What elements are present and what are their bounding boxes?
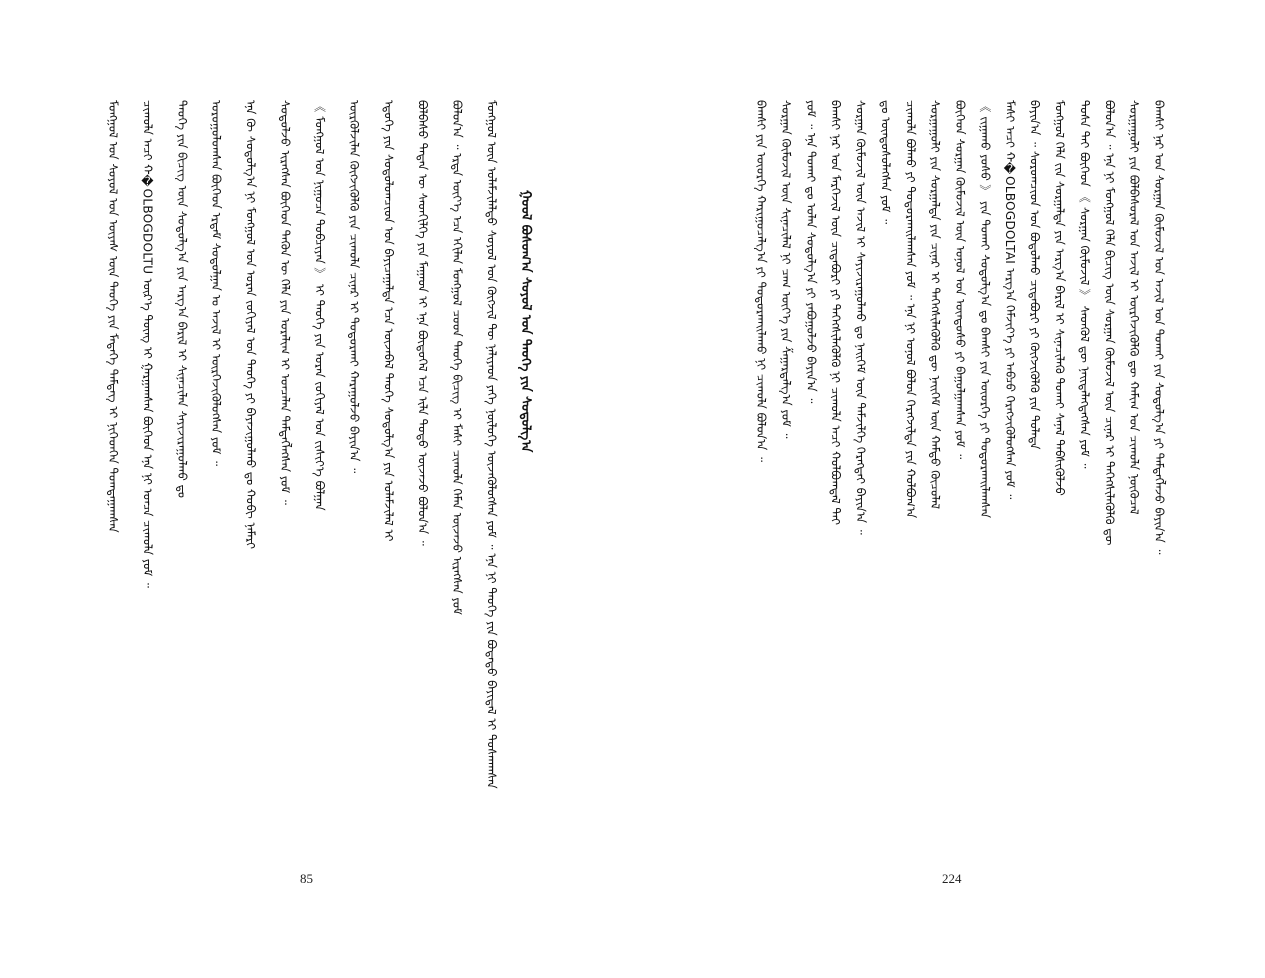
text-column: ᠪᠥᠭᠡᠳ ᠰᠤᠷᠭᠠᠨ ᠬᠥᠮᠦᠵᠢᠯ ᠦᠨ ᠣᠨᠣᠯ ᠤᠨ ᠦᠨᠳᠦᠰᠦ ᠶᠢ ᠪᠠᠭᠤᠯᠭᠠᠭᠰᠠᠨ ᠶᠤᠮ ᠃ bbox=[953, 100, 967, 460]
text-column: ᠶᠤᠮ ᠃ ᠡᠨᠡ ᠲᠤᠬᠠᠢ ᠳᠤ ᠣᠯᠠᠨ ᠰᠤᠳᠤᠯᠭ᠎ᠠ ᠶᠢ ᠶᠠᠪᠤᠭᠤᠯᠵᠤ ᠪᠠᠶᠢᠨ᠎ᠠ ᠃ bbox=[803, 100, 818, 404]
text-column: ᠡᠨᠡ ᠬᠦ ᠰᠤᠳᠤᠯᠭ᠎ᠠ ᠨᠢ ᠮᠣᠩᠭᠣᠯ ᠤᠨ ᠤᠷᠠᠨ ᠵᠣᠬᠢᠶᠠᠯ ᠤᠨ ᠲᠡᠦᠬᠡ ᠶᠢ ᠪᠠᠶᠠᠵᠢᠭᠤᠯᠬᠤ ᠳᠤ ᠬᠤᠪᠢ ᠨᠡᠮᠡᠷᠢ bbox=[243, 100, 258, 550]
text-column: ᠰᠤᠷᠭᠠᠨ ᠬᠥᠮᠦᠵᠢᠯ ᠦᠨ ᠠᠵᠢᠯ ᠢ ᠰᠠᠶᠢᠵᠢᠷᠠᠭᠤᠯᠬᠤ ᠳᠤ ᠨᠡᠢᠭᠡᠮ ᠦᠨ ᠳᠡᠮᠵᠢᠯᠭᠡ ᠬᠡᠷᠡᠭᠲᠡᠢ ᠪᠠᠶᠢᠨ᠎ᠠ ᠃ bbox=[853, 100, 868, 535]
text-column: ᠳᠤ ᠦᠨᠳᠦᠰᠦᠯᠡᠭᠰᠡᠨ ᠶᠤᠮ ᠃ bbox=[878, 100, 893, 225]
text-column: ᠣᠷᠣᠭᠤᠯᠤᠭᠰᠠᠨ ᠪᠥᠭᠡᠳ ᠡᠷᠳᠡᠮ ᠰᠤᠳᠤᠯᠭᠠᠨ ᠤ ᠠᠵᠢᠯ ᠢ ᠥᠷᠭᠡᠵᠢᠭᠦᠯᠦᠭᠰᠡᠨ ᠶᠤᠮ ᠃ bbox=[209, 100, 224, 467]
text-column: ᠪᠣᠯᠪᠠᠰᠤ ᠲᠡᠳᠡᠨ ᠦ ᠰᠡᠳᠬᠢᠯᠭᠡ ᠶᠢᠨ ᠮᠠᠭᠠᠳ ᠢ ᠡᠨᠡ ᠪᠦᠲᠦᠭᠡᠯ ᠡᠴᠡ ᠢᠯᠡ ᠲᠣᠳᠣ ᠦᠵᠡᠵᠦ ᠪᠣᠯᠣᠨ᠎ᠠ ᠃ bbox=[415, 100, 430, 546]
text-column: 《 ᠮᠣᠩᠭᠣᠯ ᠤᠨ ᠨᠢᠭᠤᠴᠠ ᠲᠣᠪᠴᠢᠶᠠᠨ 》 ᠢ ᠲᠡᠦᠬᠡ ᠶᠢᠨ ᠤᠷᠠᠨ ᠵᠣᠬᠢᠶᠠᠯ ᠤᠨ ᠵᠢᠱᠢᠶ᠎ᠡ ᠪᠣᠯᠭᠠᠨ bbox=[312, 100, 327, 511]
section-heading: ᠭᠣᠣᠯ ᠪᠣᠰᠣᠭ᠎ᠠ ᠰᠣᠶᠣᠯ ᠤᠨ ᠲᠡᠦᠬᠡ ᠶᠢᠨ ᠰᠤᠳᠤᠯᠭ᠎ᠠ bbox=[517, 190, 533, 453]
text-column: ᠰᠤᠳᠤᠯᠵᠤ ᠢᠷᠡᠭᠰᠡᠨ ᠪᠥᠭᠡᠳ ᠲᠡᠭᠦᠨ ᠦ ᠬᠡᠯᠡ ᠶᠢᠨ ᠤᠷᠠᠯᠢᠭ ᠢ ᠣᠨᠴᠠᠯᠠᠨ ᠲᠡᠮᠳᠡᠭᠯᠡᠭᠰᠡᠨ ᠶᠤᠮ ᠃ bbox=[278, 100, 293, 505]
text-column: ᠴᠢᠬᠤᠯᠠ ᠠᠴᠢ ᠬ�OLBOGDOLTU ᠦᠷ᠎ᠡ ᠳᠦᠩ ᠢ ᠭᠠᠷᠭᠠᠭᠰᠠᠨ ᠪᠥᠭᠡᠳ ᠡᠨᠡ ᠨᠢ ᠣᠨᠴᠠ ᠴᠢᠬᠤᠯᠠ ᠶᠤᠮ ᠃ bbox=[140, 100, 155, 588]
text-column: ᠰᠤᠷᠭᠠᠭᠤᠯᠢ ᠶᠢᠨ ᠪᠣᠯᠪᠠᠰᠤᠷᠠᠯ ᠤᠨ ᠠᠵᠢᠯ ᠢ ᠥᠷᠭᠡᠵᠢᠭᠦᠯᠬᠦ ᠳᠦ ᠬᠠᠮᠢᠭ ᠤᠨ ᠴᠢᠬᠤᠯᠠ ᠨᠥᠬᠦᠴᠡᠯ bbox=[1127, 100, 1142, 515]
text-column: ᠪᠣᠯᠤᠨ᠎ᠠ ᠃ ᠡᠷᠲᠡ ᠦᠶ᠎ᠡ ᠡᠴᠡ ᠡᠬᠢᠯᠡᠨ ᠮᠣᠩᠭᠣᠯ ᠴᠤᠳ ᠲᠡᠦᠬᠡ ᠪᠢᠴᠢᠭ ᠢ ᠮᠠᠰᠢ ᠴᠢᠬᠤᠯᠠ ᠬᠡᠮᠡᠨ ᠦᠵᠡᠵᠦ ᠢᠷᠡᠭᠰᠡᠨ ᠶᠤᠮ bbox=[450, 100, 465, 615]
text-column: 《 ᠵᠢᠭᠠᠬᠤ ᠶᠣᠰᠣ 》 ᠶᠢᠨ ᠲᠤᠬᠠᠢ ᠰᠤᠳᠤᠯᠭ᠎ᠠ ᠳᠤ ᠪᠠᠭᠰᠢ ᠶᠢᠨ ᠦᠦᠷᠭᠡ ᠶᠢ ᠲᠣᠳᠣᠷᠬᠠᠢᠯᠠᠭᠰᠠᠨ bbox=[977, 100, 992, 519]
text-column: ᠴᠢᠬᠤᠯᠠ ᠪᠣᠯᠬᠤ ᠶᠢ ᠲᠣᠳᠣᠷᠬᠠᠢᠯᠠᠭᠰᠠᠨ ᠶᠤᠮ ᠃ ᠡᠨᠡ ᠨᠢ ᠣᠨᠣᠯ ᠪᠣᠯᠣᠨ ᠬᠡᠷᠡᠭᠵᠢᠯᠲᠡ ᠶᠢᠨ ᠬᠣᠯᠪᠣᠭ᠎ᠠ bbox=[903, 100, 918, 519]
text-column: ᠲᠤᠰᠠ ᠲᠠᠢ ᠪᠥᠭᠡᠳ 《 ᠰᠤᠷᠭᠠᠨ ᠬᠥᠮᠦᠵᠢᠯ 》 ᠰᠡᠳᠬᠦᠯ ᠳᠦ ᠨᠡᠢᠲᠡᠯᠡᠭᠳᠡᠭᠰᠡᠨ ᠶᠤᠮ ᠃ bbox=[1077, 100, 1092, 469]
page-number: 224 bbox=[942, 871, 962, 886]
text-column: ᠰᠤᠷᠭᠠᠨ ᠬᠥᠮᠦᠵᠢᠯ ᠦᠨ ᠰᠢᠨᠡᠴᠢᠯᠡᠯ ᠨᠢ ᠴᠠᠭ ᠦᠶ᠎ᠡ ᠶᠢᠨ ᠱᠠᠭᠠᠷᠳᠠᠯᠭ᠎ᠠ ᠶᠤᠮ ᠃ bbox=[778, 100, 793, 439]
text-column: ᠪᠣᠯᠤᠨ᠎ᠠ ᠃ ᠡᠨᠡ ᠨᠢ ᠮᠣᠩᠭᠣᠯ ᠬᠡᠯᠡ ᠪᠢᠴᠢᠭ ᠦᠨ ᠰᠤᠷᠭᠠᠨ ᠬᠥᠮᠦᠵᠢᠯ ᠦᠨ ᠴᠢᠨᠠᠷ ᠢ ᠳᠡᠭᠡᠭᠰᠢᠯᠡᠭᠦᠯᠬᠦ ᠳᠦ bbox=[1102, 100, 1117, 546]
text-column: ᠪᠠᠶᠢᠨ᠎ᠠ ᠃ ᠰᠤᠷᠤᠭᠴᠢᠳ ᠤᠨ ᠪᠣᠳᠣᠯᠬᠤ ᠴᠢᠳᠠᠪᠤᠷᠢ ᠶᠢ ᠬᠥᠭᠵᠢᠭᠦᠯᠬᠦ ᠶᠢᠨ ᠲᠤᠯᠠᠳᠠ bbox=[1027, 100, 1042, 450]
text-column: ᠦᠷᠭᠦᠯᠵᠢᠯᠡᠨ ᠬᠥᠭᠵᠢᠭᠦᠯᠬᠦ ᠶᠢᠨ ᠴᠢᠬᠤᠯᠠ ᠴᠢᠨᠠᠷ ᠢ ᠲᠣᠳᠤᠷᠬᠠᠢ ᠬᠠᠷᠠᠭᠤᠯᠵᠤ ᠪᠠᠶᠢᠨ᠎ᠠ ᠃ bbox=[346, 100, 361, 474]
text-column: ᠮᠣᠩᠭᠣᠯ ᠬᠡᠯᠡ ᠵᠢᠨ ᠰᠤᠷᠭᠠᠯᠲᠠ ᠶᠢᠨ ᠠᠷᠭ᠎ᠠ ᠪᠠᠷᠢᠯ ᠢ ᠰᠢᠨᠡᠴᠢᠯᠡᠬᠦ ᠲᠤᠬᠠᠢ ᠰᠠᠨᠠᠯ ᠳᠡᠪᠰᠢᠭᠦᠯᠵᠦ bbox=[1052, 100, 1067, 496]
text-column: ᠪᠠᠭᠰᠢ ᠨᠠᠷ ᠤᠨ ᠮᠡᠷᠭᠡᠵᠢᠯ ᠦᠨ ᠴᠢᠳᠠᠪᠤᠷᠢ ᠶᠢ ᠳᠡᠭᠡᠭᠰᠢᠯᠡᠭᠦᠯᠬᠦ ᠨᠢ ᠴᠢᠬᠤᠯᠠ ᠠᠴᠢ ᠬᠣᠯᠪᠣᠭᠳᠠᠯ ᠲᠠᠢ bbox=[828, 100, 843, 525]
text-column: ᠮᠣᠩᠭᠣᠯ ᠦᠨ ᠤᠯᠠᠮᠵᠢᠯᠠᠯᠲᠤ ᠰᠣᠶᠣᠯ ᠤᠨ ᠬᠥᠭᠵᠢᠯ ᠲᠦ ᠨᠡᠯᠢᠶᠡᠳ ᠶᠡᠬᠡ ᠨᠥᠯᠦᠭᠡ ᠦᠵᠡᠭᠦᠯᠦᠭᠰᠡᠨ ᠶᠤᠮ ᠃ ᠡᠨᠡ ᠨᠢ ᠲᠡᠦᠬᠡ ᠶᠢᠨ ᠪᠣᠳᠠᠲᠤ ᠪᠠᠶᠢᠳᠠᠯ ᠢ ᠲᠤᠰᠬᠠᠭᠰᠠᠨ bbox=[484, 100, 499, 789]
text-column: ᠮᠣᠩᠭᠣᠯ ᠤᠨ ᠰᠣᠶᠣᠯ ᠤᠨ ᠦᠶᠡᠰ ᠦᠨ ᠲᠡᠦᠬᠡ ᠶᠢᠨ ᠮᠡᠳᠡᠭᠡ ᠲᠡᠮᠳᠡᠭ ᠢ ᠨᠢᠭᠡᠳᠭᠡᠨ ᠲᠣᠭᠲᠠᠭᠠᠭᠰᠠᠨ bbox=[106, 100, 120, 533]
left-page bbox=[0, 0, 632, 978]
right-page bbox=[632, 0, 1265, 978]
text-column: ᠰᠤᠷᠭᠠᠭᠤᠯᠢ ᠶᠢᠨ ᠰᠤᠷᠭᠠᠯᠲᠠ ᠶᠢᠨ ᠴᠢᠨᠠᠷ ᠢ ᠳᠡᠭᠡᠭᠰᠢᠯᠡᠭᠦᠯᠬᠦ ᠳᠦ ᠨᠡᠢᠭᠡᠮ ᠦᠨ ᠬᠠᠮᠲᠤ ᠬᠦᠴᠦᠯᠡᠯ bbox=[928, 100, 943, 510]
left-text-block bbox=[104, 100, 534, 840]
text-column: ᠪᠠᠭᠰᠢ ᠨᠠᠷ ᠤᠨ ᠰᠤᠷᠭᠠᠨ ᠬᠥᠮᠦᠵᠢᠯ ᠤᠨ ᠠᠵᠢᠯ ᠤᠨ ᠲᠤᠬᠠᠢ ᠶᠢᠨ ᠰᠤᠳᠤᠯᠭ᠎ᠠ ᠶᠢ ᠲᠡᠮᠳᠡᠭᠯᠡᠵᠦ ᠪᠠᠶᠢᠨ᠎ᠠ ᠃ bbox=[1152, 100, 1166, 555]
text-column: ᠡᠳᠦᠭᠡ ᠶᠢᠨ ᠰᠤᠳᠤᠯᠤᠭᠴᠢᠳ ᠤᠨ ᠪᠠᠶᠢᠴᠠᠭᠠᠯᠲᠠ ᠡᠴᠡ ᠦᠵᠡᠪᠡᠯ ᠲᠡᠦᠬᠡ ᠰᠤᠳᠤᠯᠭ᠎ᠠ ᠶᠢᠨ ᠤᠯᠠᠮᠵᠢᠯᠠᠯ ᠢ bbox=[381, 100, 396, 542]
page-number: 85 bbox=[300, 871, 313, 886]
right-text-block bbox=[752, 100, 1167, 840]
text-column: ᠪᠠᠭᠰᠢ ᠶᠢᠨ ᠦᠦᠷᠭᠡ ᠬᠠᠷᠢᠭᠤᠴᠠᠯᠭ᠎ᠠ ᠶᠢ ᠲᠣᠳᠣᠷᠬᠠᠢᠯᠠᠬᠤ ᠨᠢ ᠴᠢᠬᠤᠯᠠ ᠪᠣᠯᠤᠨ᠎ᠠ ᠃ bbox=[754, 100, 768, 463]
text-column: ᠲᠡᠦᠬᠡ ᠶᠢᠨ ᠪᠢᠴᠢᠭ ᠦᠨ ᠰᠤᠳᠤᠯᠭ᠎ᠠ ᠶᠢᠨ ᠠᠷᠭ᠎ᠠ ᠪᠠᠷᠢᠯ ᠢ ᠰᠢᠨᠡᠴᠢᠯᠡᠨ ᠰᠠᠶᠢᠵᠢᠷᠠᠭᠤᠯᠬᠤ ᠳᠤ bbox=[174, 100, 189, 498]
text-column: ᠮᠠᠰᠢ ᠠᠴᠢ ᠬ�OLBOGDOLTAI ᠠᠷᠭ᠎ᠠ ᠬᠡᠮᠵᠢᠶ᠎ᠡ ᠶᠢ ᠠᠪᠴᠤ ᠬᠡᠷᠡᠭᠵᠢᠭᠦᠯᠦᠭᠰᠡᠨ ᠶᠤᠮ ᠃ bbox=[1002, 100, 1017, 500]
